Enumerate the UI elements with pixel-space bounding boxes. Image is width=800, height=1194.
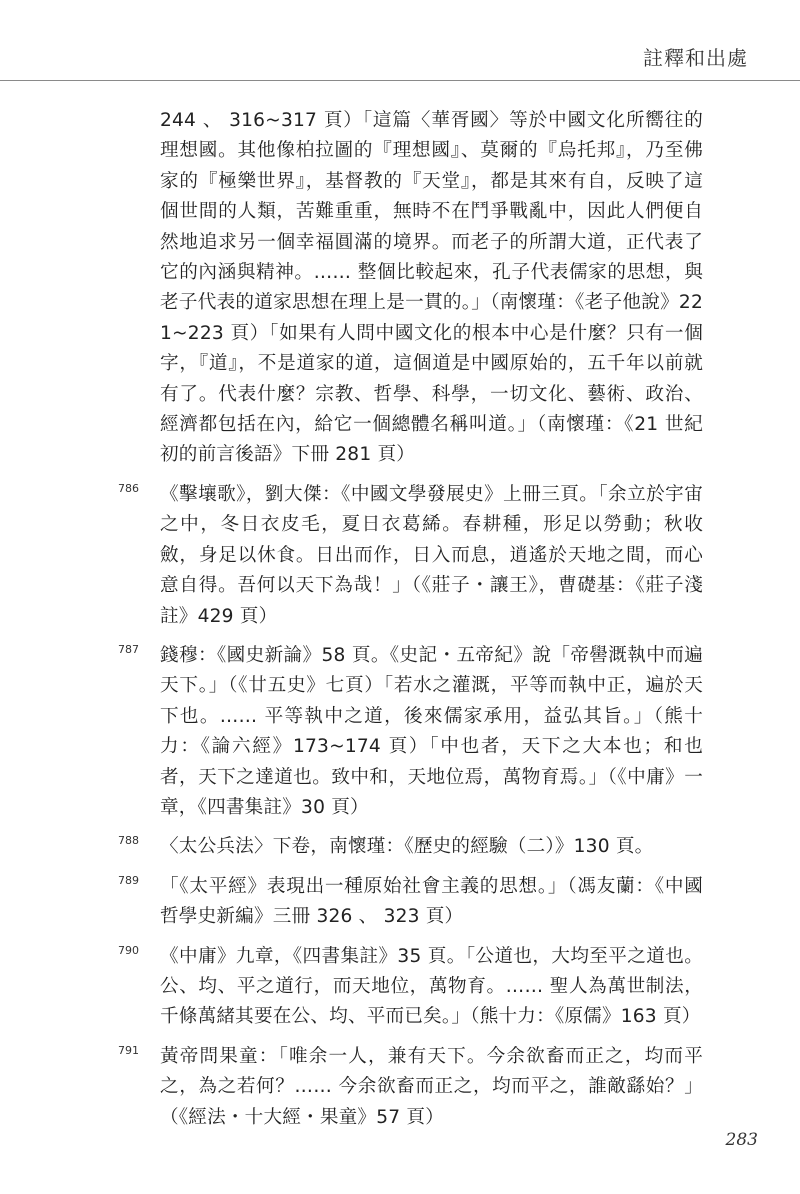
- endnote-number: 790: [118, 943, 139, 957]
- endnote-788: [118, 832, 703, 862]
- endnote-text: 《擊壤歌》，劉大傑：《中國文學發展史》上冊三頁。「余立於宇宙之中，冬日衣皮毛，夏日衣葛絺。春耕種，形足以勞動；秋收斂，身足以休食。日出而作，日入而息，逍遙於天地之間，而心意自得。吾何以天下為哉！」（《莊子・讓王》，曹礎基：《莊子淺註》429 頁）: [160, 483, 703, 627]
- endnote-787: [118, 641, 703, 823]
- running-head-title: 註釋和出處: [643, 46, 748, 70]
- page-number: 283: [725, 1130, 758, 1150]
- endnote-790: [118, 942, 703, 1033]
- endnote-number: 789: [118, 873, 139, 887]
- endnote-text: 《中庸》九章，《四書集註》35 頁。「公道也，大均至平之道也。公、均、平之道行，而天地位，萬物育。…… 聖人為萬世制法，千條萬緒其要在公、均、平而已矣。」（熊十力：《原儒》163 頁）: [160, 945, 703, 1028]
- endnote-791: [118, 1042, 703, 1133]
- endnote-text: 「《太平經》表現出一種原始社會主義的思想。」（馮友蘭：《中國哲學史新編》三冊 326 、 323 頁）: [160, 875, 703, 928]
- header-divider: [0, 80, 800, 81]
- endnote-text: 黃帝問果童：「唯余一人，兼有天下。今余欲畜而正之，均而平之，為之若何？…… 今余欲畜而正之，均而平之，誰敵繇始？」（《經法・十大經・果童》57 頁）: [160, 1045, 703, 1128]
- endnote-786: [118, 480, 703, 632]
- endnote-text: 錢穆：《國史新論》58 頁。《史記・五帝紀》說「帝嚳溉執中而遍天下。」（《廿五史》七頁）「若水之灌溉，平等而執中正，遍於天下也。…… 平等執中之道，後來儒家承用，益弘其旨。」（熊十力：《論六經》173~174 頁）「中也者，天下之大本也；和也者，天下之達道也。致中和，天地位焉，萬物育焉。」（《中庸》一章，《四書集註》30 頁）: [160, 644, 703, 818]
- endnote-number: 788: [118, 834, 139, 848]
- endnote-text: 244 、 316~317 頁）「這篇〈華胥國〉等於中國文化所嚮往的理想國。其他像柏拉圖的『理想國』、莫爾的『烏托邦』，乃至佛家的『極樂世界』，基督教的『天堂』，都是其來有自，反映了這個世間的人類，苦難重重，無時不在鬥爭戰亂中，因此人們便自然地追求另一個幸福圓滿的境界。而老子的所謂大道，正代表了它的內涵與精神。…… 整個比較起來，孔子代表儒家的思想，與老子代表的道家思想在理上是一貫的。」（南懷瑾：《老子他說》221~223 頁）「如果有人問中國文化的根本中心是什麼？只有一個字，『道』，不是道家的道，這個道是中國原始的，五千年以前就有了。代表什麼？宗教、哲學、科學，一切文化、藝術、政治、經濟都包括在內，給它一個總體名稱叫道。」（南懷瑾：《21 世紀初的前言後語》下冊 281 頁）: [160, 110, 703, 466]
- endnote-text: 〈太公兵法〉下卷，南懷瑾：《歷史的經驗（二）》130 頁。: [160, 836, 654, 858]
- endnote-789: [118, 872, 703, 933]
- endnotes-list: [118, 106, 703, 1142]
- endnote-number: 791: [118, 1043, 139, 1057]
- endnote-number: 787: [118, 642, 139, 656]
- endnote-continued: [118, 106, 703, 471]
- endnote-number: 786: [118, 481, 139, 495]
